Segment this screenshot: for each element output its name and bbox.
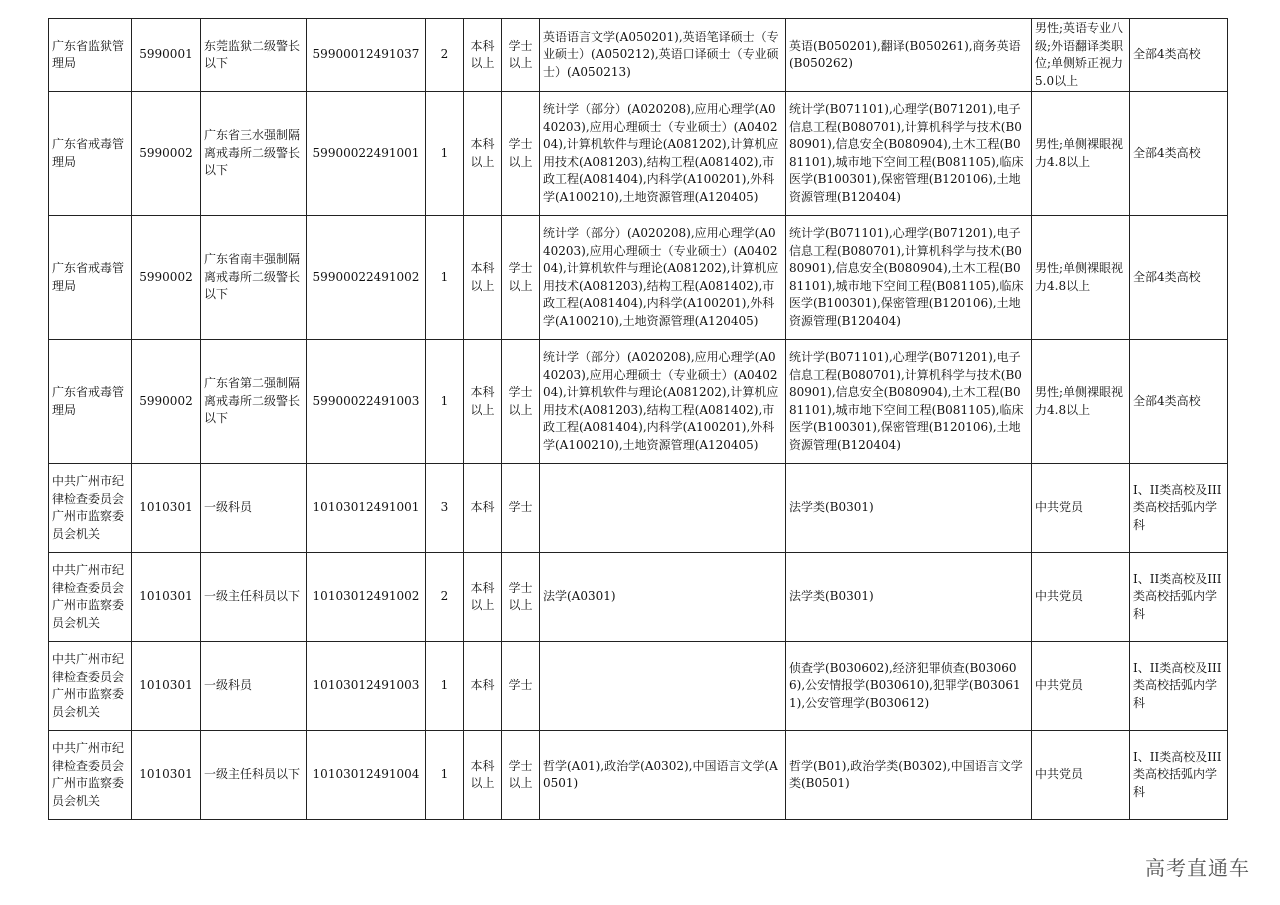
degree-cell: 学士以上 <box>502 19 540 92</box>
other-requirements-cell: 男性;单侧裸眼视力4.8以上 <box>1032 340 1130 464</box>
count-cell: 1 <box>426 340 464 464</box>
school-type-cell: I、II类高校及III类高校括弧内学科 <box>1130 464 1228 553</box>
school-type-cell: I、II类高校及III类高校括弧内学科 <box>1130 731 1228 820</box>
undergrad-major-cell: 英语(B050201),翻译(B050261),商务英语(B050262) <box>786 19 1032 92</box>
undergrad-major-cell: 法学类(B0301) <box>786 464 1032 553</box>
dept-cell: 中共广州市纪律检查委员会广州市监察委员会机关 <box>49 464 132 553</box>
count-cell: 2 <box>426 553 464 642</box>
degree-cell: 学士以上 <box>502 216 540 340</box>
degree-cell: 学士以上 <box>502 340 540 464</box>
postgrad-major-cell: 统计学（部分）(A020208),应用心理学(A040203),应用心理硕士（专业硕士）(A040204),计算机软件与理论(A081202),计算机应用技术(A081203),结构工程(A081402),市政工程(A081404),内科学(A100201),外科学(A100210),土地资源管理(A120405) <box>540 216 786 340</box>
education-cell: 本科以上 <box>464 216 502 340</box>
dept-cell: 中共广州市纪律检查委员会广州市监察委员会机关 <box>49 642 132 731</box>
dept-code-cell: 5990002 <box>132 92 201 216</box>
watermark-text: 高考直通车 <box>1145 856 1250 880</box>
table-row <box>49 553 1228 642</box>
education-cell: 本科以上 <box>464 19 502 92</box>
degree-cell: 学士 <box>502 642 540 731</box>
postgrad-major-cell: 哲学(A01),政治学(A0302),中国语言文学(A0501) <box>540 731 786 820</box>
other-requirements-cell: 男性;英语专业八级;外语翻译类职位;单侧矫正视力5.0以上 <box>1032 19 1130 92</box>
postgrad-major-cell <box>540 642 786 731</box>
dept-code-cell: 1010301 <box>132 731 201 820</box>
position-cell: 一级主任科员以下 <box>201 731 307 820</box>
position-code-cell: 10103012491001 <box>307 464 426 553</box>
position-cell: 广东省三水强制隔离戒毒所二级警长以下 <box>201 92 307 216</box>
position-code-cell: 59900022491003 <box>307 340 426 464</box>
dept-code-cell: 1010301 <box>132 553 201 642</box>
count-cell: 1 <box>426 216 464 340</box>
position-cell: 一级主任科员以下 <box>201 553 307 642</box>
table-body <box>49 19 1228 820</box>
undergrad-major-cell: 哲学(B01),政治学类(B0302),中国语言文学类(B0501) <box>786 731 1032 820</box>
postgrad-major-cell: 统计学（部分）(A020208),应用心理学(A040203),应用心理硕士（专业硕士）(A040204),计算机软件与理论(A081202),计算机应用技术(A081203),结构工程(A081402),市政工程(A081404),内科学(A100201),外科学(A100210),土地资源管理(A120405) <box>540 340 786 464</box>
postgrad-major-cell: 法学(A0301) <box>540 553 786 642</box>
position-code-cell: 10103012491004 <box>307 731 426 820</box>
position-code-cell: 59900022491002 <box>307 216 426 340</box>
dept-cell: 中共广州市纪律检查委员会广州市监察委员会机关 <box>49 553 132 642</box>
count-cell: 2 <box>426 19 464 92</box>
undergrad-major-cell: 统计学(B071101),心理学(B071201),电子信息工程(B080701),计算机科学与技术(B080901),信息安全(B080904),土木工程(B081101),城市地下空间工程(B081105),临床医学(B100301),保密管理(B120106),土地资源管理(B120404) <box>786 216 1032 340</box>
other-requirements-cell: 中共党员 <box>1032 731 1130 820</box>
position-code-cell: 59900012491037 <box>307 19 426 92</box>
table-row <box>49 464 1228 553</box>
postgrad-major-cell: 统计学（部分）(A020208),应用心理学(A040203),应用心理硕士（专业硕士）(A040204),计算机软件与理论(A081202),计算机应用技术(A081203),结构工程(A081402),市政工程(A081404),内科学(A100201),外科学(A100210),土地资源管理(A120405) <box>540 92 786 216</box>
other-requirements-cell: 中共党员 <box>1032 642 1130 731</box>
position-cell: 一级科员 <box>201 464 307 553</box>
table-row <box>49 216 1228 340</box>
count-cell: 1 <box>426 731 464 820</box>
dept-code-cell: 5990002 <box>132 340 201 464</box>
count-cell: 3 <box>426 464 464 553</box>
position-code-cell: 10103012491003 <box>307 642 426 731</box>
undergrad-major-cell: 统计学(B071101),心理学(B071201),电子信息工程(B080701),计算机科学与技术(B080901),信息安全(B080904),土木工程(B081101),城市地下空间工程(B081105),临床医学(B100301),保密管理(B120106),土地资源管理(B120404) <box>786 340 1032 464</box>
position-cell: 广东省第二强制隔离戒毒所二级警长以下 <box>201 340 307 464</box>
postgrad-major-cell <box>540 464 786 553</box>
dept-code-cell: 5990002 <box>132 216 201 340</box>
school-type-cell: 全部4类高校 <box>1130 216 1228 340</box>
education-cell: 本科 <box>464 642 502 731</box>
dept-code-cell: 5990001 <box>132 19 201 92</box>
dept-code-cell: 1010301 <box>132 642 201 731</box>
dept-cell: 广东省监狱管理局 <box>49 19 132 92</box>
position-cell: 一级科员 <box>201 642 307 731</box>
dept-cell: 广东省戒毒管理局 <box>49 216 132 340</box>
school-type-cell: I、II类高校及III类高校括弧内学科 <box>1130 642 1228 731</box>
undergrad-major-cell: 法学类(B0301) <box>786 553 1032 642</box>
postgrad-major-cell: 英语语言文学(A050201),英语笔译硕士（专业硕士）(A050212),英语口译硕士（专业硕士）(A050213) <box>540 19 786 92</box>
table-row <box>49 92 1228 216</box>
other-requirements-cell: 男性;单侧裸眼视力4.8以上 <box>1032 92 1130 216</box>
position-code-cell: 10103012491002 <box>307 553 426 642</box>
school-type-cell: I、II类高校及III类高校括弧内学科 <box>1130 553 1228 642</box>
education-cell: 本科以上 <box>464 553 502 642</box>
position-code-cell: 59900022491001 <box>307 92 426 216</box>
degree-cell: 学士 <box>502 464 540 553</box>
undergrad-major-cell: 侦查学(B030602),经济犯罪侦查(B030606),公安情报学(B030610),犯罪学(B030611),公安管理学(B030612) <box>786 642 1032 731</box>
table-row <box>49 642 1228 731</box>
dept-cell: 广东省戒毒管理局 <box>49 92 132 216</box>
table-row <box>49 19 1228 92</box>
school-type-cell: 全部4类高校 <box>1130 340 1228 464</box>
dept-cell: 广东省戒毒管理局 <box>49 340 132 464</box>
undergrad-major-cell: 统计学(B071101),心理学(B071201),电子信息工程(B080701),计算机科学与技术(B080901),信息安全(B080904),土木工程(B081101),城市地下空间工程(B081105),临床医学(B100301),保密管理(B120106),土地资源管理(B120404) <box>786 92 1032 216</box>
dept-code-cell: 1010301 <box>132 464 201 553</box>
degree-cell: 学士以上 <box>502 731 540 820</box>
job-listing-table <box>48 18 1228 820</box>
degree-cell: 学士以上 <box>502 553 540 642</box>
position-cell: 东莞监狱二级警长以下 <box>201 19 307 92</box>
table-row <box>49 340 1228 464</box>
other-requirements-cell: 男性;单侧裸眼视力4.8以上 <box>1032 216 1130 340</box>
table-row <box>49 731 1228 820</box>
position-cell: 广东省南丰强制隔离戒毒所二级警长以下 <box>201 216 307 340</box>
count-cell: 1 <box>426 92 464 216</box>
education-cell: 本科以上 <box>464 340 502 464</box>
education-cell: 本科以上 <box>464 731 502 820</box>
school-type-cell: 全部4类高校 <box>1130 19 1228 92</box>
degree-cell: 学士以上 <box>502 92 540 216</box>
other-requirements-cell: 中共党员 <box>1032 464 1130 553</box>
education-cell: 本科 <box>464 464 502 553</box>
other-requirements-cell: 中共党员 <box>1032 553 1130 642</box>
dept-cell: 中共广州市纪律检查委员会广州市监察委员会机关 <box>49 731 132 820</box>
school-type-cell: 全部4类高校 <box>1130 92 1228 216</box>
count-cell: 1 <box>426 642 464 731</box>
education-cell: 本科以上 <box>464 92 502 216</box>
